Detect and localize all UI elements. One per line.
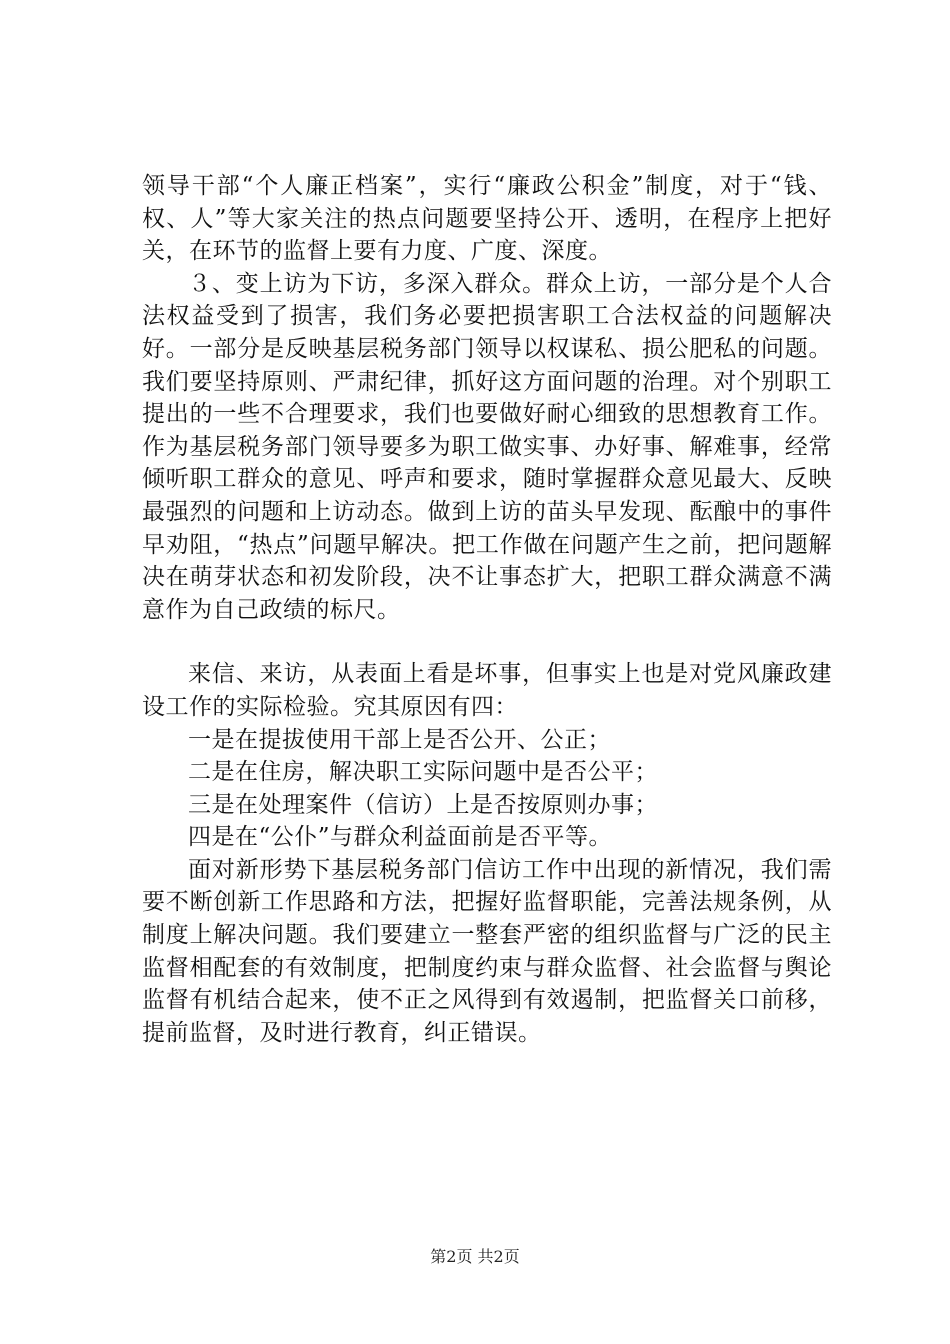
- paragraph-continuation: 领导干部“个人廉正档案”，实行“廉政公积金”制度，对于“钱、权、人”等大家关注的热点问题要坚持公开、透明，在程序上把好关，在环节的监督上要有力度、广度、深度。: [142, 173, 832, 265]
- paragraph-spacer: [142, 626, 832, 658]
- reason-item-3: 三是在处理案件（信访）上是否按原则办事；: [188, 791, 658, 818]
- reason-item-4: 四是在“公仆”与群众利益面前是否平等。: [188, 824, 613, 851]
- reason-item-1: 一是在提拔使用干部上是否公开、公正；: [188, 726, 611, 753]
- page-number-footer: 第2页 共2页: [430, 1247, 520, 1266]
- document-body: [142, 170, 832, 1049]
- paragraph-conclusion: 面对新形势下基层税务部门信访工作中出现的新情况，我们需要不断创新工作思路和方法，把握好监督职能，完善法规条例，从制度上解决问题。我们要建立一整套严密的组织监督与广泛的民主监督相配套的有效制度，把制度约束与群众监督、社会监督与舆论监督有机结合起来，使不正之风得到有效遏制，把监督关口前移，提前监督，及时进行教育，纠正错误。: [142, 856, 832, 1046]
- reason-item-2: 二是在住房，解决职工实际问题中是否公平；: [188, 759, 658, 786]
- paragraph-reasons-intro: 来信、来访，从表面上看是坏事，但事实上也是对党风廉政建设工作的实际检验。究其原因有四：: [142, 661, 832, 720]
- paragraph-item-3: ３、变上访为下访，多深入群众。群众上访，一部分是个人合法权益受到了损害，我们务必要把损害职工合法权益的问题解决好。一部分是反映基层税务部门领导以权谋私、损公肥私的问题。我们要坚持原则、严肃纪律，抓好这方面问题的治理。对个别职工提出的一些不合理要求，我们也要做好耐心细致的思想教育工作。作为基层税务部门领导要多为职工做实事、办好事、解难事，经常倾听职工群众的意见、呼声和要求，随时掌握群众意见最大、反映最强烈的问题和上访动态。做到上访的苗头早发现、酝酿中的事件早劝阻，“热点”问题早解决。把工作做在问题产生之前，把问题解决在萌芽状态和初发阶段，决不让事态扩大，把职工群众满意不满意作为自己政绩的标尺。: [142, 270, 832, 623]
